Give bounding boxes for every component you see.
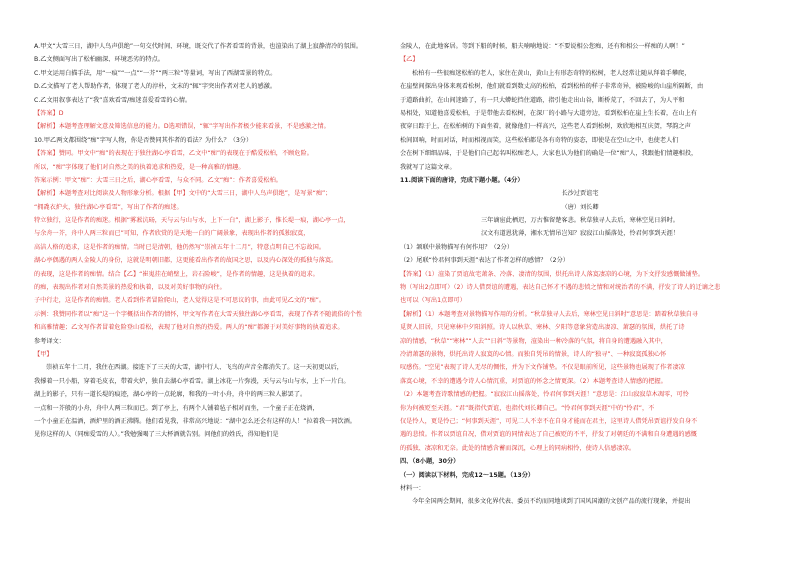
right-column-line: 金陵人，在此地客居。等到下船的时候，船夫喃喃地说：“不要说相公您痴，还有和相公一样痴的人啊！” [400,43,685,50]
left-column-line: 10.甲乙两文都围绕“痴”字写人物，你是否赞同其作者的看法？为什么？（3分） [34,136,253,144]
right-column-line: 【乙】 [400,56,419,64]
right-column-line: 松间回响，时而对话，时而相视而笑，这些松柏都是各有奇特的姿态，即使是在空山之中，也使老人们 [400,136,679,144]
right-column-line: （2）本题考查诗歌情感的把握。“寂寂江山摇落处，怜君何事到天涯！”意思是：江山寂寂草木凋零，可怜 [400,391,689,399]
left-column-line: 特立独行，这是作者的痴迷。根据“雾凇沆砀，天与云与山与水，上下一白”，湖上影子，惟长堤一痕，湖心亭一点， [34,217,350,225]
left-column-line: 示例：我赞同作者以“痴”这一个字概括出作者的情怀，甲文写作者在大雪天独往湖心亭看雪，表现了作者不随流俗的个性 [34,310,363,318]
right-column-line: 长沙过贾谊宅 [561,190,599,198]
right-column-line: 【答案】（1）渲染了贾谊故宅萧条、冷落、凄清的氛围，烘托出诗人落寞凄凉的心境，为下文抒发感慨做铺垫。 [400,270,705,278]
right-column-line: （一）阅读以下材料，完成12～15题。（13分） [400,471,535,479]
right-column [400,40,760,509]
left-column-line: 【解析】本题考查理解文意及筛选信息的能力。D选项错误，“辄”字写出作者极少能来看景，不是感激之情。 [34,123,330,131]
right-column-line: 夜穿日踪于上，在松柏树的下面坐着，就像他们一样高兴，这些老人看到松树，欢欣地相互庆贺，琴韵之声 [400,123,691,131]
right-column-line: 三年谪宦此栖迟，万古惟留楚客悲。秋草独寻人去后，寒林空见日斜时。 [481,217,679,225]
left-column-line: 【解析】本题考查对比阅读及人物形象分析。根据【甲】文中的“大雪三日，湖中人鸟声俱绝”，是写景“痴”； [34,190,332,198]
right-column-line: （1）颔联中景物描写有何作用？（2分） [400,243,514,251]
right-column-line: 落寞心境，不幸的遭遇令诗人心情沉重，对贾谊的怀念之情更深。（2）本题考查诗人情感的把握。 [400,377,667,385]
left-column-line: 高洁人格的追求，这是作者的痴情。当时已是清朝，他仍然写“崇祯五年十二月”，特意点明自己不忘故国。 [34,243,326,251]
left-column-line: 【甲】 [34,350,53,358]
right-column-line: 你为何被贬至天涯。“君”既指代贾谊，也指代刘长卿自己。“怜君何事到天涯”中的“怜君”，不 [400,404,655,412]
left-column-line: 的痴，表现出作者对自然美景的热爱和执着，以及对美好事物的向往。 [34,284,226,292]
left-column-line: “拥毳衣炉火，独往湖心亭看雪”，写出了作者的痴迷。 [34,203,183,211]
left-column-line: 湖上的影子，只有一道长堤的痕迹，湖心亭的一点轮廓，和我的一叶小舟，舟中的两三粒人影罢了。 [34,391,307,399]
right-column-line: 在崖壁间探出身体来观看松树，他们就看到数丈高的松柏，看到松柏的样子非常奇异，被险峻的山崖所隔断，由 [400,83,704,91]
left-column-line: 一个小童正在温酒，酒炉里的酒正沸腾。他们看见我，非常高兴地说：“湖中怎么还会有这样的人！”拉着我一同饮酒。 [34,417,356,425]
right-column-line: 11.阅读下面的唐诗，完成下题小题。（4分） [400,176,524,184]
left-column-line: 参考译文： [34,337,65,345]
right-column-line: 松柏有一些很痴迷松柏的老人，家住在黄山，黄山上有形态奇特的松树，老人经常让随从拜着手攀爬， [412,69,691,77]
left-column-line: 与余舟一芥，舟中人两三粒而已”可知，作者欣赏的是天地一白的广阔景象，表现出作者的孤独寂寞， [34,230,310,238]
right-column-line: 物（写出2点即可）（2）诗人借贾谊的遭遇，表达自己怀才不遇的悲愤之情和对统治者的不满，抒发了诗人的迁谪之悲 [400,284,721,292]
left-column-line: B.乙文侧面写出了松柏幽深、环境恶劣的特点。 [34,56,164,64]
right-column-line: 也可以（写出1点即可） [400,297,466,305]
right-column-line: 今年全国两会期间，很多文化界代表、委员不约而同地谈到了国风国潮的文创产品的流行现象，并提出 [412,498,691,506]
right-column-line: 遇的悲愤。作者以贾谊自况，借对贾谊的同情表达了自己被贬的不平，抒发了对朝廷的不满和自身遭遇的感慨 [400,431,697,439]
left-column-line: 的表现，这是作者的痴情。结合【乙】“崔嵬挂在峭壁上，岩石险峻”，是作者的情趣，这是执着的追求。 [34,270,319,278]
left-column-line: 见你这样的人（同痴爱雪的人）。”我勉强喝了三大杯酒就告别。问他们的姓氏，得知他们是 [34,431,279,439]
left-column-line: C.甲文运用白描手法，用“一痕”“一点”“一芥”“两三粒”等量词，写出了西湖雪景的特点。 [34,69,277,77]
left-column-line: 一点和一芥般的小舟，舟中人两三粒而已。到了亭上，有两个人铺着毡子相对而坐，一个童子正在烧酒， [34,404,319,412]
right-column-line: 【解析】（1）本题考查对景物描写作用的分析。“秋草独寻人去后，寒林空见日斜时”意思是：踏着秋草独自寻 [400,310,699,318]
left-column-line: C.乙文用叙事表达了“我”喜欢看雪/痴迷喜爱看雪的心情。 [34,96,192,104]
left-column-line: D.乙文描写了老人帮助作者，体现了老人的淳朴，文末的“辄”字突出作者对老人的感激。 [34,83,277,91]
right-column-line: 易相处，知道他喜爱松柏，于是带他去看松树，在深厂的小路与大道旁边，看到松柏在崖上生长着，在山上有 [400,109,697,117]
right-column-line: 的孤独、凄凉和无奈。此处的情感含蓄而深沉，心理上的同病相怜，使诗人倍感凄凉。 [400,444,636,452]
right-column-line: 冷清萧瑟的景物，烘托出诗人寂寞的心情。而独自凭吊的情景，诗人的“独寻”、一种寂寞孤独心怀 [400,350,667,358]
right-column-line: 于道路曲折，在山间迷路了，有一只大蟒蛇挡住道路，指引他走出山谷，断桥荒了，不回去了，为人平和 [400,96,685,104]
right-column-line: 叹感伤。“空见”表现了诗人无尽的惆怅，并为下文作铺垫。不仅是眼前所见，这些景物也展现了作者凄凉 [400,364,685,372]
right-column-line: 汉文有道恩犹薄，湘水无情吊岂知？寂寂江山摇落处，怜君何事到天涯！ [481,230,679,238]
left-column-line: 我撑着一只小船，穿着毛皮衣，带着火炉，独自去湖心亭看雪。湖上冰花一片弥漫，天与云与山与水，上下一片白。 [34,377,350,385]
left-column-line: 所以，“痴”字体现了他们对自然之美的执着追求和热爱，是一种高雅的情趣。 [34,163,245,171]
left-column-line: 【答案】D [34,109,64,117]
right-column-line: 材料一： [400,484,425,492]
left-column-line: 【答案】赞同。甲文中“痴”的表现在于独往湖心亭看雪，乙文中“痴”的表现在于酷爱松柏，不顾危险。 [34,150,313,158]
right-column-line: 四、（8小题，30分） [400,458,460,466]
right-column-line: 凉的情感，“秋草”“寒林”“人去”“日斜”等景物，渲染出一种冷落的气氛，将自身的遭遇融入其中， [400,337,667,345]
right-column-line: （唐）刘长卿 [561,203,599,211]
left-column [34,40,394,442]
right-column-line: 我就写了这篇文章。 [400,163,456,171]
right-column-line: 觅贤人旧居，只见寒林中夕阳斜照。诗人以秋草、寒林、夕阳等意象营造出凄凉、萧瑟的氛围，烘托了诗 [400,324,685,332]
left-column-line: 答案示例：甲文“痴”：大雪三日之后，湖心亭看雪，与众不同。乙文“痴”：作者喜爱松柏。 [34,176,282,184]
left-column-line: 子中行走，这是作者的痴情。老人看到作者冒险爬山，老人觉得这是不可思议的事，由此可见乙文的“痴”。 [34,297,326,305]
right-column-line: 仅是怜人，更是怜己；“何事到天涯”，可见二人不幸不在自身才能而在君主，这里诗人借凭吊贾谊抒发自身不 [400,417,698,425]
right-column-line: 会在树下细细品味，于是他们自己起名叫松痴老人，大家也认为他们的确是一位“痴”人，我跟他们情趣相投， [400,150,698,158]
left-column-line: 和高雅情趣；乙文写作者冒着危险登山看松，表现了他对自然的热爱。两人的“痴”都源于对美好事物的执着追求。 [34,324,344,332]
right-column-line: （2）尾联“怜君何事到天涯”表达了作者怎样的感情？（2分） [400,257,569,265]
left-column-line: 崇祯五年十二月，我住在西湖。接连下了三天的大雪，湖中行人、飞鸟的声音全都消失了。这一天初更以后， [46,364,343,372]
left-column-line: 湖心亭偶遇的两人金陵人的身份，这就是明朝旧都，这更能看出作者的故国之思，以及内心深处的孤独与落寞。 [34,257,338,265]
left-column-line: A.甲文“大雪三日，湖中人鸟声俱绝”一句交代时间、环境，既交代了作者看雪的背景，也渲染出了湖上寂静清冷的氛围。 [34,43,363,50]
